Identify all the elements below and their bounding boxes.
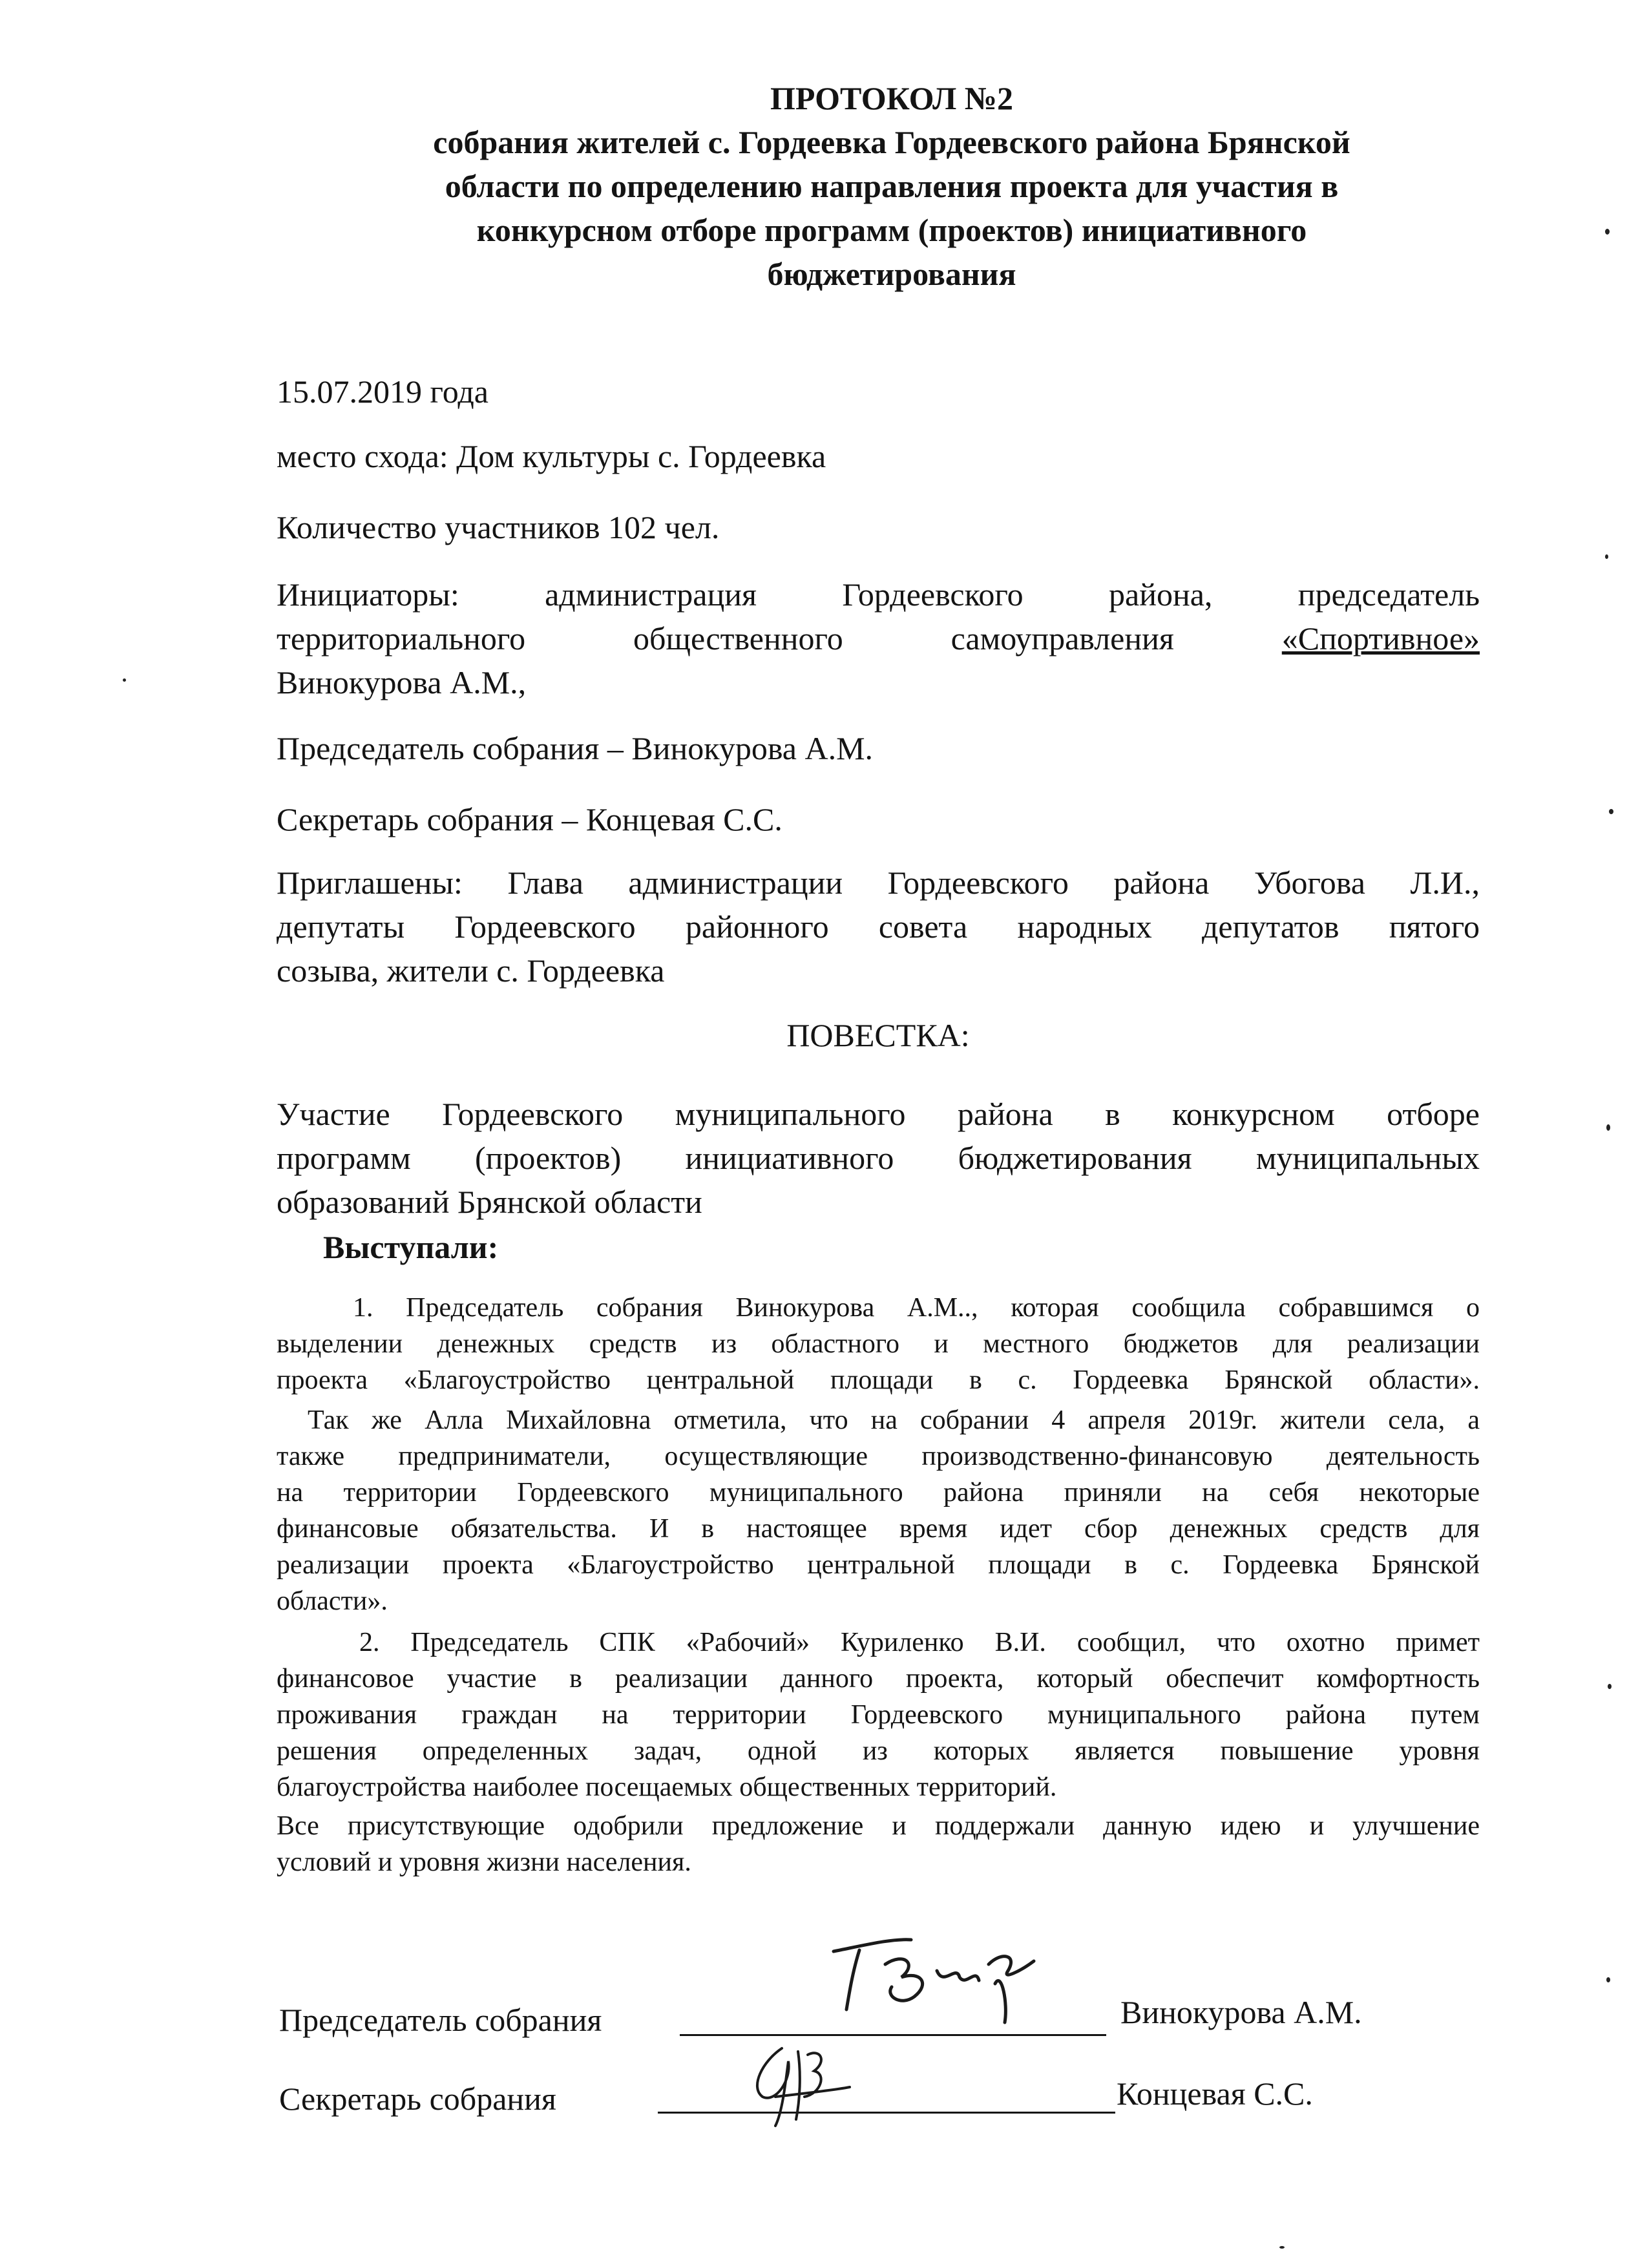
subtitle-line: конкурсном отборе программ (проектов) инициативного: [476, 212, 1307, 248]
subtitle-line: области по определению направления проекта для участия в: [445, 168, 1339, 204]
speech-line: Так же Алла Михайловна отметила, что на собрании 4 апреля 2019г. жители села, а: [308, 1405, 1480, 1435]
chairman-handwritten-signature: [762, 1926, 1073, 2029]
scan-speck: [123, 678, 126, 682]
conclusion-line: условий и уровня жизни населения.: [277, 1847, 691, 1877]
secretary-signature-line: [658, 2112, 1115, 2114]
scan-speck: [1606, 1124, 1610, 1131]
agenda-paragraph: [277, 1092, 1480, 1224]
agenda-line: Участие Гордеевского муниципального района в конкурсном отборе: [277, 1096, 1480, 1132]
scan-speck: [1605, 554, 1608, 559]
invited-line: депутаты Гордеевского районного совета народных депутатов пятого: [277, 908, 1480, 945]
invited-line: Приглашены: Глава администрации Гордеевского района Убогова Л.И.,: [277, 865, 1480, 901]
speech-line: выделении денежных средств из областного и местного бюджетов для реализации: [277, 1329, 1480, 1359]
speech-line: финансовое участие в реализации данного проекта, который обеспечит комфортность: [277, 1664, 1480, 1694]
tos-name-underlined: «Спортивное»: [1281, 620, 1480, 656]
speech-line: финансовые обязательства. И в настоящее время идет сбор денежных средств для: [277, 1514, 1480, 1544]
agenda-title: ПОВЕСТКА:: [786, 1017, 970, 1053]
scan-speck: [1606, 1977, 1610, 1982]
speech-1: [277, 1290, 1480, 1398]
initiators-line: Инициаторы: администрация Гордеевского района, председатель: [277, 576, 1480, 613]
document-header: [284, 76, 1499, 296]
meeting-secretary: Секретарь собрания – Концевая С.С.: [277, 801, 782, 837]
speech-line: 2. Председатель СПК «Рабочий» Куриленко В.И. сообщил, что охотно примет: [359, 1628, 1480, 1657]
speech-line: на территории Гордеевского муниципального района приняли на себя некоторые: [277, 1478, 1480, 1507]
speech-1-continued: [277, 1402, 1480, 1619]
initiators-line: Винокурова А.М.,: [277, 664, 527, 700]
speech-line: области».: [277, 1586, 388, 1616]
subtitle-line: бюджетирования: [767, 256, 1016, 292]
speech-line: также предприниматели, осуществляющие производственно-финансовую деятельность: [277, 1442, 1480, 1471]
secretary-signature-name: Концевая С.С.: [1117, 2075, 1313, 2112]
scan-speck: [1608, 1684, 1612, 1689]
initiators-paragraph: [277, 572, 1480, 704]
chairman-signature-name: Винокурова А.М.: [1120, 1994, 1362, 2030]
speech-2: [277, 1624, 1480, 1805]
participants-count: Количество участников 102 чел.: [277, 509, 720, 545]
scan-speck: [1279, 2246, 1285, 2249]
secretary-handwritten-signature: [737, 2035, 866, 2132]
meeting-date: 15.07.2019 года: [277, 373, 488, 410]
secretary-signature-label: Секретарь собрания: [279, 2081, 556, 2117]
subtitle-line: собрания жителей с. Гордеевка Гордеевского района Брянской: [433, 124, 1350, 160]
speech-line: благоустройства наиболее посещаемых общественных территорий.: [277, 1772, 1057, 1802]
speakers-heading: Выступали:: [323, 1229, 499, 1265]
speech-line: проекта «Благоустройство центральной площади в с. Гордеевка Брянской области».: [277, 1365, 1480, 1395]
invited-paragraph: [277, 861, 1480, 992]
speech-line: решения определенных задач, одной из которых является повышение уровня: [277, 1736, 1480, 1766]
agenda-line: образований Брянской области: [277, 1184, 702, 1220]
conclusion: [277, 1808, 1480, 1880]
speech-line: реализации проекта «Благоустройство центральной площади в с. Гордеевка Брянской: [277, 1550, 1480, 1580]
document-title: ПРОТОКОЛ №2: [770, 80, 1014, 116]
initiators-line: [277, 616, 1480, 660]
agenda-line: программ (проектов) инициативного бюджетирования муниципальных: [277, 1140, 1480, 1176]
scan-speck: [1605, 229, 1610, 235]
scan-speck: [1609, 809, 1613, 814]
chairman-signature-label: Председатель собрания: [279, 2002, 602, 2038]
speech-line: проживания граждан на территории Гордеевского муниципального района путем: [277, 1700, 1480, 1730]
meeting-place: место схода: Дом культуры с. Гордеевка: [277, 438, 826, 474]
invited-line: созыва, жители с. Гордеевка: [277, 952, 665, 989]
meeting-chairman: Председатель собрания – Винокурова А.М.: [277, 730, 874, 766]
conclusion-line: Все присутствующие одобрили предложение и поддержали данную идею и улучшение: [277, 1811, 1480, 1841]
initiators-text: территориального общественного самоуправления: [277, 620, 1174, 656]
speech-line: 1. Председатель собрания Винокурова А.М.., которая сообщила собравшимся о: [353, 1293, 1480, 1323]
